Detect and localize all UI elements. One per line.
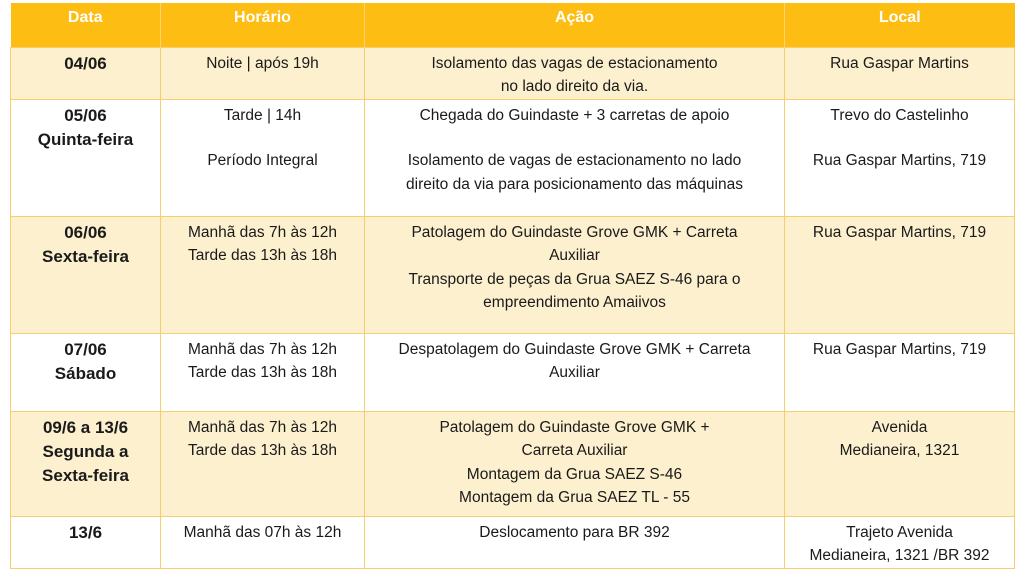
- time-cell: [161, 411, 365, 516]
- header-acao: Ação: [365, 3, 785, 47]
- action-cell-line: no lado direito da via.: [500, 78, 649, 95]
- place-cell: [785, 411, 1015, 516]
- header-row: [11, 3, 1015, 47]
- header-horario: Horário: [161, 3, 365, 47]
- time-cell-line: Manhã das 7h às 12h: [187, 223, 338, 241]
- place-cell-line: Rua Gaspar Martins, 719: [812, 223, 987, 241]
- date-cell-line: Sexta-feira: [42, 465, 129, 485]
- date-cell-line: 13/6: [68, 522, 103, 542]
- time-cell-line: Manhã das 7h às 12h: [187, 418, 338, 436]
- date-cell: [11, 47, 161, 99]
- place-cell-line: [791, 127, 1008, 149]
- date-cell-line: Quinta-feira: [37, 129, 134, 149]
- action-cell-line: Auxiliar: [549, 364, 600, 381]
- date-cell-line: 06/06: [64, 222, 107, 242]
- date-cell-line: Sábado: [54, 363, 117, 383]
- place-cell-line: Medianeira, 1321: [839, 442, 960, 459]
- time-cell-line: Tarde das 13h às 18h: [187, 364, 338, 381]
- date-cell: [11, 216, 161, 333]
- header-data: Data: [11, 3, 161, 47]
- action-cell-line: Isolamento das vagas de estacionamento: [431, 54, 718, 72]
- place-cell-line: Avenida: [871, 418, 928, 436]
- schedule-table: [10, 3, 1015, 569]
- table-row: [11, 99, 1015, 216]
- time-cell-line: Tarde das 13h às 18h: [187, 442, 338, 459]
- date-cell-line: Segunda a: [42, 441, 129, 461]
- action-cell-line: direito da via para posicionamento das máquinas: [406, 175, 743, 193]
- action-cell-line: Transporte de peças da Grua SAEZ S-46 para o: [408, 270, 741, 288]
- date-cell: [11, 516, 161, 568]
- action-cell-line: empreendimento Amaiivos: [483, 294, 666, 311]
- time-cell-line: Tarde das 13h às 18h: [187, 247, 338, 264]
- place-cell: [785, 216, 1015, 333]
- action-cell-line: Montagem da Grua SAEZ TL - 55: [459, 489, 690, 506]
- date-cell-line: Sexta-feira: [42, 246, 129, 266]
- table-row: [11, 411, 1015, 516]
- place-cell: [785, 99, 1015, 216]
- time-cell: [161, 333, 365, 411]
- place-cell: [785, 516, 1015, 568]
- time-cell-line: Noite | após 19h: [206, 54, 319, 72]
- date-cell-line: 09/6 a 13/6: [42, 417, 129, 437]
- date-cell: [11, 99, 161, 216]
- time-cell-line: Manhã das 07h às 12h: [183, 523, 342, 541]
- action-cell-line: Montagem da Grua SAEZ S-46: [466, 465, 683, 483]
- action-cell-line: Patolagem do Guindaste Grove GMK +: [439, 418, 710, 436]
- action-cell-line: Patolagem do Guindaste Grove GMK + Carreta: [411, 223, 738, 241]
- time-cell-line: [167, 127, 358, 149]
- place-cell: [785, 47, 1015, 99]
- action-cell-line: Deslocamento para BR 392: [479, 523, 670, 541]
- time-cell-line: Tarde | 14h: [223, 106, 302, 124]
- place-cell-line: Trevo do Castelinho: [830, 106, 969, 124]
- time-cell: [161, 47, 365, 99]
- table-row: [11, 216, 1015, 333]
- table-row: [11, 47, 1015, 99]
- time-cell: [161, 216, 365, 333]
- action-cell-line: Chegada do Guindaste + 3 carretas de apoio: [419, 106, 730, 124]
- action-cell-line: Carreta Auxiliar: [521, 442, 628, 459]
- action-cell: [365, 516, 785, 568]
- action-cell-line: Isolamento de vagas de estacionamento no lado: [407, 152, 742, 169]
- header-local: Local: [785, 3, 1015, 47]
- date-cell-line: 05/06: [64, 105, 107, 125]
- place-cell-line: Trajeto Avenida: [846, 523, 953, 541]
- date-cell: [11, 411, 161, 516]
- action-cell-line: Auxiliar: [549, 247, 600, 264]
- action-cell-line: [371, 127, 778, 149]
- date-cell: [11, 333, 161, 411]
- time-cell-line: Manhã das 7h às 12h: [187, 340, 338, 358]
- table-row: [11, 516, 1015, 568]
- action-cell: [365, 333, 785, 411]
- action-cell: [365, 411, 785, 516]
- place-cell-line: Rua Gaspar Martins, 719: [812, 152, 987, 169]
- action-cell: [365, 99, 785, 216]
- place-cell-line: Medianeira, 1321 /BR 392: [809, 547, 990, 564]
- table-row: [11, 333, 1015, 411]
- time-cell: [161, 99, 365, 216]
- time-cell-line: Período Integral: [207, 152, 318, 169]
- date-cell-line: 07/06: [64, 339, 107, 359]
- time-cell: [161, 516, 365, 568]
- action-cell: [365, 216, 785, 333]
- place-cell-line: Rua Gaspar Martins, 719: [812, 340, 987, 358]
- date-cell-line: 04/06: [64, 53, 107, 73]
- action-cell: [365, 47, 785, 99]
- place-cell: [785, 333, 1015, 411]
- place-cell-line: Rua Gaspar Martins: [830, 54, 969, 72]
- action-cell-line: Despatolagem do Guindaste Grove GMK + Carreta: [398, 340, 751, 358]
